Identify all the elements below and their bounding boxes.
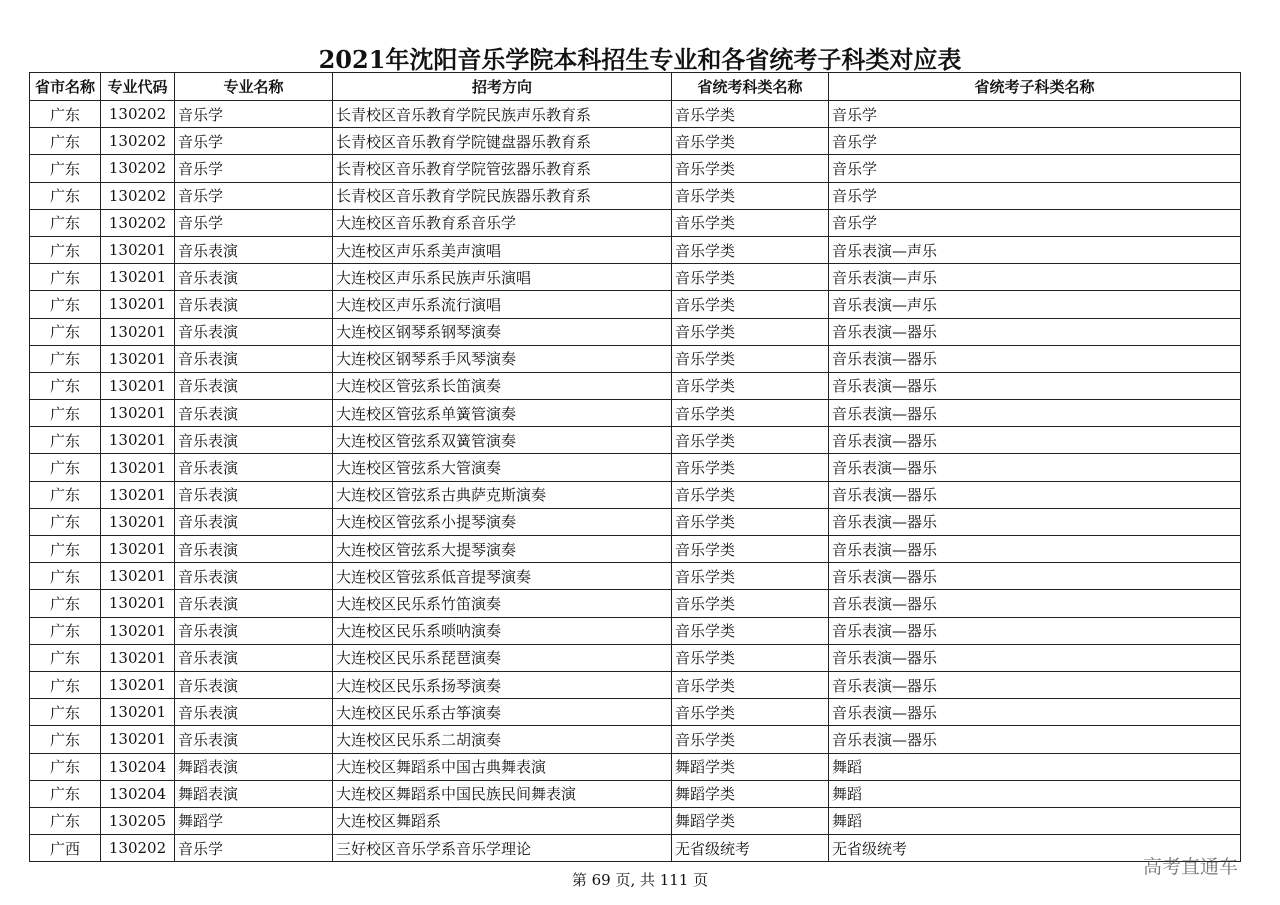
cell-direction: 大连校区管弦系长笛演奏 xyxy=(333,372,672,399)
cell-exam-category: 无省级统考 xyxy=(672,835,829,862)
cell-major-name: 音乐表演 xyxy=(175,236,333,263)
cell-province: 广东 xyxy=(30,807,101,834)
cell-major-name: 音乐表演 xyxy=(175,563,333,590)
table-row xyxy=(30,590,1241,617)
cell-major-name: 音乐表演 xyxy=(175,671,333,698)
cell-major-code: 130204 xyxy=(101,780,175,807)
table-row xyxy=(30,835,1241,862)
cell-direction: 长青校区音乐教育学院键盘器乐教育系 xyxy=(333,128,672,155)
cell-major-name: 音乐表演 xyxy=(175,617,333,644)
cell-direction: 三好校区音乐学系音乐学理论 xyxy=(333,835,672,862)
cell-major-name: 音乐表演 xyxy=(175,536,333,563)
cell-province: 广东 xyxy=(30,427,101,454)
header-major-name: 专业名称 xyxy=(175,73,333,101)
cell-major-code: 130201 xyxy=(101,726,175,753)
cell-major-code: 130201 xyxy=(101,372,175,399)
cell-province: 广东 xyxy=(30,291,101,318)
cell-major-code: 130201 xyxy=(101,264,175,291)
table-row xyxy=(30,726,1241,753)
cell-exam-category: 音乐学类 xyxy=(672,536,829,563)
cell-major-name: 音乐学 xyxy=(175,155,333,182)
cell-exam-subcategory: 舞蹈 xyxy=(829,780,1241,807)
cell-exam-category: 音乐学类 xyxy=(672,291,829,318)
header-exam-category: 省统考科类名称 xyxy=(672,73,829,101)
table-row xyxy=(30,671,1241,698)
header-exam-subcategory: 省统考子科类名称 xyxy=(829,73,1241,101)
cell-exam-category: 音乐学类 xyxy=(672,400,829,427)
table-row xyxy=(30,644,1241,671)
cell-exam-subcategory: 音乐表演—器乐 xyxy=(829,563,1241,590)
cell-major-name: 音乐表演 xyxy=(175,590,333,617)
cell-major-code: 130201 xyxy=(101,345,175,372)
cell-exam-subcategory: 音乐学 xyxy=(829,155,1241,182)
cell-exam-subcategory: 音乐表演—声乐 xyxy=(829,264,1241,291)
cell-major-name: 音乐学 xyxy=(175,209,333,236)
cell-major-code: 130201 xyxy=(101,617,175,644)
cell-exam-subcategory: 音乐表演—器乐 xyxy=(829,481,1241,508)
cell-province: 广东 xyxy=(30,182,101,209)
cell-direction: 大连校区钢琴系手风琴演奏 xyxy=(333,345,672,372)
cell-province: 广东 xyxy=(30,128,101,155)
cell-major-code: 130202 xyxy=(101,128,175,155)
cell-province: 广东 xyxy=(30,345,101,372)
cell-major-code: 130201 xyxy=(101,644,175,671)
cell-exam-subcategory: 音乐学 xyxy=(829,209,1241,236)
cell-exam-subcategory: 音乐表演—器乐 xyxy=(829,726,1241,753)
cell-exam-subcategory: 音乐表演—声乐 xyxy=(829,236,1241,263)
cell-major-name: 音乐表演 xyxy=(175,454,333,481)
cell-direction: 大连校区民乐系竹笛演奏 xyxy=(333,590,672,617)
cell-direction: 长青校区音乐教育学院民族器乐教育系 xyxy=(333,182,672,209)
cell-major-code: 130201 xyxy=(101,318,175,345)
cell-direction: 大连校区民乐系古筝演奏 xyxy=(333,699,672,726)
cell-exam-category: 音乐学类 xyxy=(672,372,829,399)
cell-province: 广东 xyxy=(30,699,101,726)
cell-exam-subcategory: 音乐表演—声乐 xyxy=(829,291,1241,318)
table-row xyxy=(30,128,1241,155)
cell-province: 广东 xyxy=(30,264,101,291)
table-row xyxy=(30,780,1241,807)
cell-major-name: 音乐表演 xyxy=(175,318,333,345)
cell-major-name: 音乐表演 xyxy=(175,264,333,291)
cell-exam-category: 音乐学类 xyxy=(672,644,829,671)
cell-province: 广东 xyxy=(30,671,101,698)
cell-major-name: 音乐学 xyxy=(175,182,333,209)
cell-major-code: 130202 xyxy=(101,155,175,182)
cell-direction: 大连校区舞蹈系中国古典舞表演 xyxy=(333,753,672,780)
cell-direction: 大连校区钢琴系钢琴演奏 xyxy=(333,318,672,345)
table-row xyxy=(30,563,1241,590)
cell-exam-category: 音乐学类 xyxy=(672,101,829,128)
cell-exam-subcategory: 音乐表演—器乐 xyxy=(829,372,1241,399)
cell-exam-subcategory: 无省级统考 xyxy=(829,835,1241,862)
cell-direction: 大连校区音乐教育系音乐学 xyxy=(333,209,672,236)
cell-major-code: 130204 xyxy=(101,753,175,780)
cell-exam-category: 舞蹈学类 xyxy=(672,753,829,780)
table-row xyxy=(30,372,1241,399)
cell-exam-category: 音乐学类 xyxy=(672,726,829,753)
cell-direction: 大连校区管弦系古典萨克斯演奏 xyxy=(333,481,672,508)
cell-major-code: 130201 xyxy=(101,427,175,454)
cell-exam-category: 音乐学类 xyxy=(672,617,829,644)
cell-exam-category: 音乐学类 xyxy=(672,318,829,345)
cell-exam-subcategory: 音乐学 xyxy=(829,182,1241,209)
header-direction: 招考方向 xyxy=(333,73,672,101)
cell-direction: 大连校区民乐系扬琴演奏 xyxy=(333,671,672,698)
cell-exam-subcategory: 音乐表演—器乐 xyxy=(829,671,1241,698)
admissions-table xyxy=(29,72,1241,862)
cell-exam-category: 音乐学类 xyxy=(672,155,829,182)
cell-major-name: 音乐表演 xyxy=(175,372,333,399)
cell-province: 广东 xyxy=(30,372,101,399)
cell-direction: 大连校区管弦系小提琴演奏 xyxy=(333,508,672,535)
cell-province: 广东 xyxy=(30,536,101,563)
cell-major-code: 130202 xyxy=(101,182,175,209)
cell-major-name: 舞蹈表演 xyxy=(175,753,333,780)
table-row xyxy=(30,807,1241,834)
table-row xyxy=(30,481,1241,508)
cell-major-name: 舞蹈学 xyxy=(175,807,333,834)
cell-exam-category: 音乐学类 xyxy=(672,563,829,590)
cell-exam-subcategory: 音乐表演—器乐 xyxy=(829,590,1241,617)
table-row xyxy=(30,699,1241,726)
cell-major-name: 音乐表演 xyxy=(175,644,333,671)
cell-exam-subcategory: 音乐学 xyxy=(829,128,1241,155)
cell-major-name: 舞蹈表演 xyxy=(175,780,333,807)
cell-province: 广东 xyxy=(30,209,101,236)
cell-major-name: 音乐表演 xyxy=(175,345,333,372)
cell-exam-category: 音乐学类 xyxy=(672,590,829,617)
cell-direction: 长青校区音乐教育学院管弦器乐教育系 xyxy=(333,155,672,182)
cell-major-name: 音乐表演 xyxy=(175,481,333,508)
cell-major-code: 130201 xyxy=(101,508,175,535)
cell-exam-category: 音乐学类 xyxy=(672,481,829,508)
table-row xyxy=(30,536,1241,563)
cell-exam-category: 音乐学类 xyxy=(672,427,829,454)
cell-province: 广东 xyxy=(30,590,101,617)
cell-province: 广东 xyxy=(30,318,101,345)
table-header-row xyxy=(30,73,1241,101)
table-row xyxy=(30,155,1241,182)
cell-exam-category: 音乐学类 xyxy=(672,345,829,372)
cell-direction: 大连校区舞蹈系中国民族民间舞表演 xyxy=(333,780,672,807)
cell-exam-category: 音乐学类 xyxy=(672,454,829,481)
cell-province: 广东 xyxy=(30,400,101,427)
table-row xyxy=(30,101,1241,128)
cell-exam-subcategory: 音乐表演—器乐 xyxy=(829,427,1241,454)
cell-major-code: 130202 xyxy=(101,209,175,236)
cell-direction: 大连校区管弦系大提琴演奏 xyxy=(333,536,672,563)
table-row xyxy=(30,400,1241,427)
cell-exam-subcategory: 音乐表演—器乐 xyxy=(829,400,1241,427)
cell-exam-category: 音乐学类 xyxy=(672,508,829,535)
header-province: 省市名称 xyxy=(30,73,101,101)
table-body xyxy=(30,101,1241,862)
cell-exam-category: 音乐学类 xyxy=(672,128,829,155)
cell-exam-category: 音乐学类 xyxy=(672,264,829,291)
cell-province: 广东 xyxy=(30,101,101,128)
table-row xyxy=(30,236,1241,263)
cell-direction: 大连校区管弦系双簧管演奏 xyxy=(333,427,672,454)
cell-major-name: 音乐表演 xyxy=(175,699,333,726)
cell-direction: 长青校区音乐教育学院民族声乐教育系 xyxy=(333,101,672,128)
cell-direction: 大连校区舞蹈系 xyxy=(333,807,672,834)
cell-major-name: 音乐表演 xyxy=(175,427,333,454)
cell-direction: 大连校区声乐系民族声乐演唱 xyxy=(333,264,672,291)
cell-province: 广东 xyxy=(30,617,101,644)
cell-direction: 大连校区民乐系唢呐演奏 xyxy=(333,617,672,644)
cell-direction: 大连校区管弦系大管演奏 xyxy=(333,454,672,481)
header-major-code: 专业代码 xyxy=(101,73,175,101)
cell-province: 广东 xyxy=(30,780,101,807)
cell-major-name: 音乐学 xyxy=(175,101,333,128)
cell-exam-subcategory: 音乐表演—器乐 xyxy=(829,536,1241,563)
cell-exam-subcategory: 舞蹈 xyxy=(829,753,1241,780)
cell-exam-subcategory: 音乐表演—器乐 xyxy=(829,318,1241,345)
table-row xyxy=(30,454,1241,481)
cell-province: 广东 xyxy=(30,236,101,263)
cell-major-name: 音乐学 xyxy=(175,128,333,155)
cell-province: 广东 xyxy=(30,753,101,780)
cell-exam-category: 音乐学类 xyxy=(672,236,829,263)
cell-major-code: 130201 xyxy=(101,236,175,263)
cell-exam-subcategory: 音乐表演—器乐 xyxy=(829,617,1241,644)
table-row xyxy=(30,209,1241,236)
cell-exam-subcategory: 舞蹈 xyxy=(829,807,1241,834)
cell-direction: 大连校区声乐系美声演唱 xyxy=(333,236,672,263)
cell-province: 广东 xyxy=(30,481,101,508)
cell-major-name: 音乐表演 xyxy=(175,291,333,318)
cell-major-code: 130201 xyxy=(101,536,175,563)
cell-major-code: 130201 xyxy=(101,590,175,617)
cell-major-code: 130201 xyxy=(101,481,175,508)
watermark: 高考直通车 xyxy=(1143,856,1239,878)
cell-major-code: 130201 xyxy=(101,671,175,698)
table-row xyxy=(30,318,1241,345)
cell-direction: 大连校区声乐系流行演唱 xyxy=(333,291,672,318)
cell-direction: 大连校区管弦系单簧管演奏 xyxy=(333,400,672,427)
cell-direction: 大连校区管弦系低音提琴演奏 xyxy=(333,563,672,590)
cell-major-code: 130201 xyxy=(101,454,175,481)
cell-direction: 大连校区民乐系琵琶演奏 xyxy=(333,644,672,671)
cell-province: 广东 xyxy=(30,726,101,753)
table-row xyxy=(30,617,1241,644)
cell-major-name: 音乐表演 xyxy=(175,726,333,753)
cell-exam-category: 音乐学类 xyxy=(672,209,829,236)
cell-province: 广东 xyxy=(30,508,101,535)
cell-exam-category: 舞蹈学类 xyxy=(672,807,829,834)
cell-major-code: 130201 xyxy=(101,699,175,726)
table-row xyxy=(30,264,1241,291)
cell-province: 广东 xyxy=(30,454,101,481)
cell-major-code: 130201 xyxy=(101,291,175,318)
cell-exam-category: 舞蹈学类 xyxy=(672,780,829,807)
cell-exam-category: 音乐学类 xyxy=(672,699,829,726)
cell-province: 广东 xyxy=(30,563,101,590)
cell-province: 广东 xyxy=(30,644,101,671)
cell-exam-subcategory: 音乐表演—器乐 xyxy=(829,508,1241,535)
cell-major-code: 130205 xyxy=(101,807,175,834)
table-row xyxy=(30,291,1241,318)
cell-major-name: 音乐表演 xyxy=(175,508,333,535)
cell-direction: 大连校区民乐系二胡演奏 xyxy=(333,726,672,753)
page-footer: 第 69 页, 共 111 页 xyxy=(571,871,709,889)
cell-exam-category: 音乐学类 xyxy=(672,671,829,698)
cell-exam-subcategory: 音乐表演—器乐 xyxy=(829,644,1241,671)
cell-major-name: 音乐表演 xyxy=(175,400,333,427)
cell-major-code: 130201 xyxy=(101,563,175,590)
cell-exam-subcategory: 音乐表演—器乐 xyxy=(829,454,1241,481)
cell-province: 广东 xyxy=(30,155,101,182)
cell-major-code: 130201 xyxy=(101,400,175,427)
cell-exam-subcategory: 音乐表演—器乐 xyxy=(829,699,1241,726)
page-title: 2021年沈阳音乐学院本科招生专业和各省统考子科类对应表 xyxy=(318,45,962,74)
cell-province: 广西 xyxy=(30,835,101,862)
table-row xyxy=(30,508,1241,535)
cell-major-code: 130202 xyxy=(101,835,175,862)
table-row xyxy=(30,753,1241,780)
table-row xyxy=(30,427,1241,454)
cell-exam-category: 音乐学类 xyxy=(672,182,829,209)
cell-exam-subcategory: 音乐学 xyxy=(829,101,1241,128)
cell-exam-subcategory: 音乐表演—器乐 xyxy=(829,345,1241,372)
table-row xyxy=(30,182,1241,209)
table-row xyxy=(30,345,1241,372)
cell-major-code: 130202 xyxy=(101,101,175,128)
cell-major-name: 音乐学 xyxy=(175,835,333,862)
